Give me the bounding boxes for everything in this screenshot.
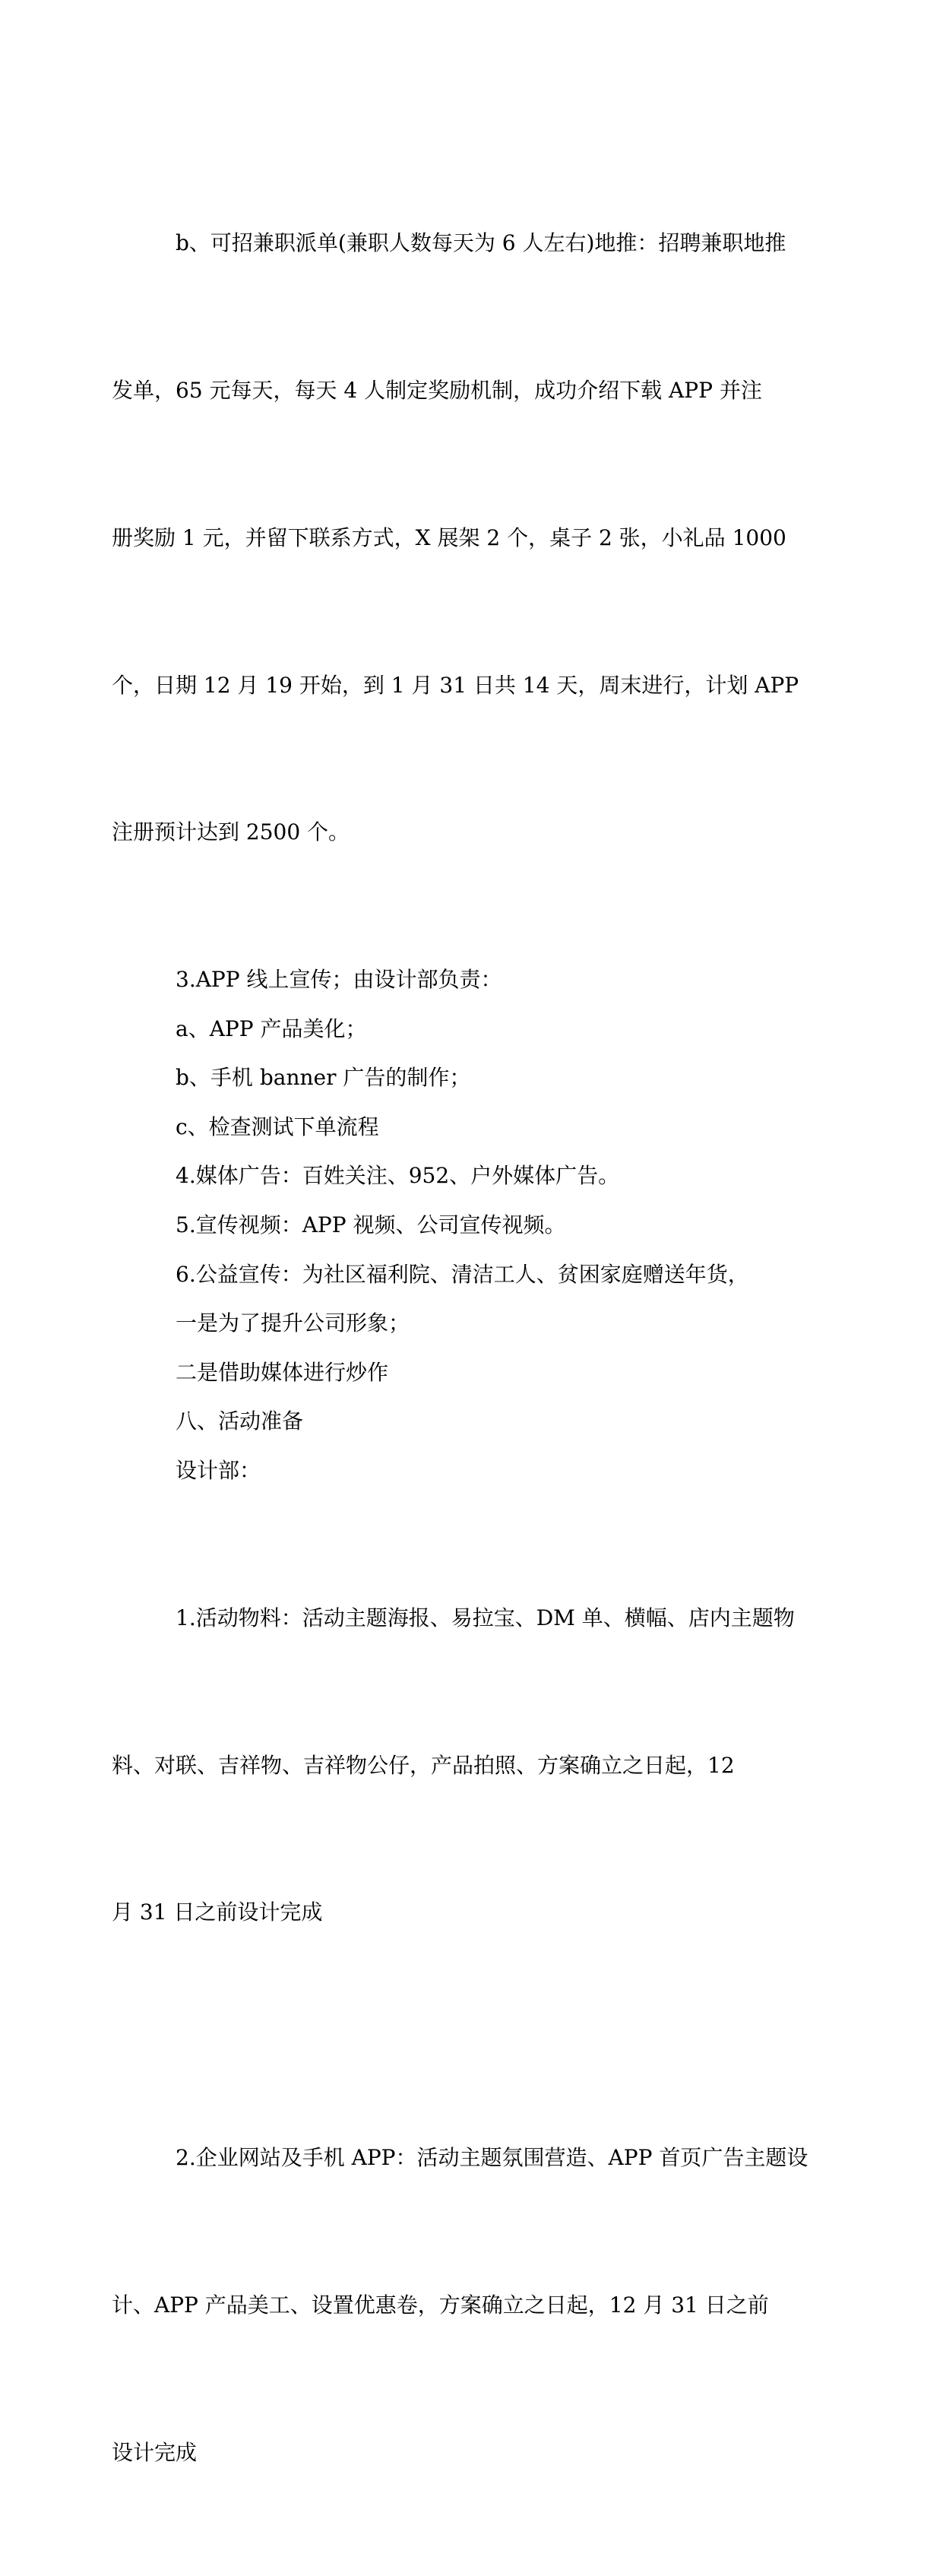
item-media-ads: 4.媒体广告：百姓关注、952、户外媒体广告。 <box>176 1163 620 1189</box>
paragraph-line: 发单，65 元每天，每天 4 人制定奖励机制，成功介绍下载 APP 并注 <box>112 377 762 403</box>
document-body <box>112 121 812 2576</box>
item-charity: 6.公益宣传：为社区福利院、清洁工人、贫困家庭赠送年货， <box>176 1261 749 1287</box>
paragraph-line: 个，日期 12 月 19 开始，到 1 月 31 日共 14 天，周末进行，计划 APP <box>112 672 799 698</box>
paragraph-line: 设计完成 <box>112 2439 198 2465</box>
item-banner-ads: b、手机 banner 广告的制作； <box>176 1065 471 1091</box>
paragraph-line: b、可招兼职派单(兼职人数每天为 6 人左右)地推：招聘兼职地推 <box>176 230 786 256</box>
paragraph-line: 月 31 日之前设计完成 <box>112 1900 323 1925</box>
paragraph-line: 注册预计达到 2500 个。 <box>112 819 350 845</box>
item-charity-reason-1: 一是为了提升公司形象； <box>176 1310 410 1336</box>
item-app-online-promotion: 3.APP 线上宣传；由设计部负责： <box>176 967 502 993</box>
item-order-test: c、检查测试下单流程 <box>176 1114 379 1139</box>
item-app-beautify: a、APP 产品美化； <box>176 1016 367 1041</box>
item-charity-reason-2: 二是借助媒体进行炒作 <box>176 1359 389 1385</box>
paragraph-website-app <box>112 2036 812 2576</box>
paragraph-event-materials <box>112 1496 812 2036</box>
paragraph-part-time-promotion <box>112 121 812 955</box>
paragraph-line: 册奖励 1 元，并留下联系方式，X 展架 2 个，桌子 2 张，小礼品 1000 <box>112 524 786 550</box>
section-heading-preparation: 八、活动准备 <box>176 1408 304 1434</box>
paragraph-line: 2.企业网站及手机 APP：活动主题氛围营造、APP 首页广告主题设 <box>176 2145 809 2171</box>
paragraph-line: 料、对联、吉祥物、吉祥物公仔，产品拍照、方案确立之日起，12 <box>112 1752 735 1778</box>
paragraph-line: 计、APP 产品美工、设置优惠卷，方案确立之日起，12 月 31 日之前 <box>112 2292 769 2318</box>
design-department-label: 设计部： <box>176 1458 261 1484</box>
paragraph-line: 1.活动物料：活动主题海报、易拉宝、DM 单、横幅、店内主题物 <box>176 1605 795 1630</box>
item-promo-video: 5.宣传视频：APP 视频、公司宣传视频。 <box>176 1212 566 1238</box>
